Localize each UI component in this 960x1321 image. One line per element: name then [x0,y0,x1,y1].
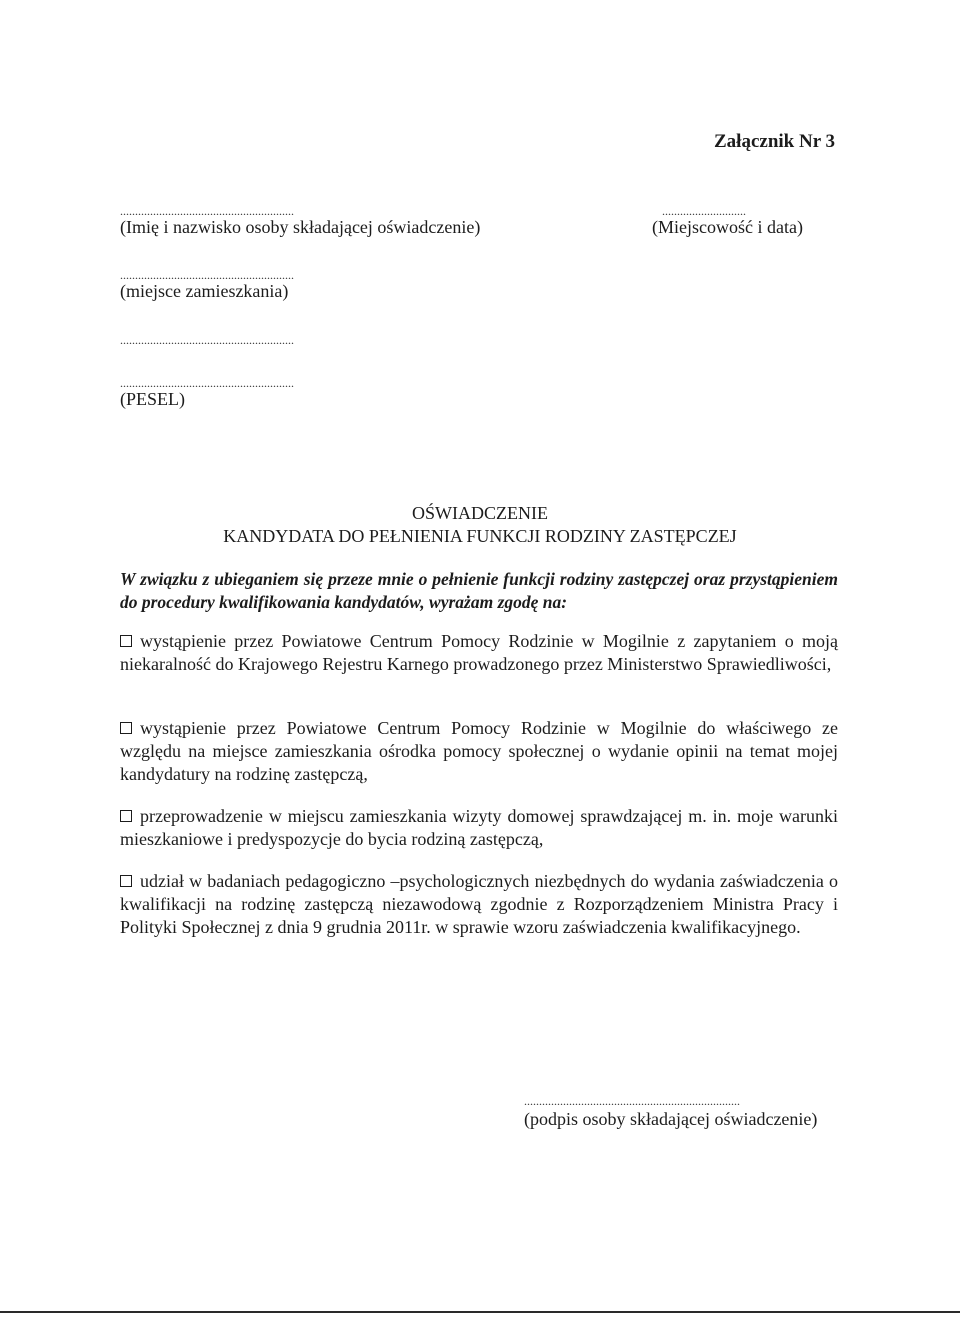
intro-paragraph: W związku z ubieganiem się przeze mnie o pełnienie funkcji rodziny zastępczej oraz przystąpieniem do procedury kwalifikowania kandydatów, wyrażam zgodę na: [120,569,838,612]
pesel-dotted-line: .......................................................... [120,376,294,390]
consent-item-3 [120,805,838,851]
residence-label: (miejsce zamieszkania) [120,281,289,301]
place-date-label: (Miejscowość i data) [652,217,803,237]
consent-item-2 [120,717,838,786]
name-field-label: (Imię i nazwisko osoby składającej oświadczenie) [120,217,481,237]
name-dotted-line: .......................................................... [120,204,294,218]
consent-item-2-text: wystąpienie przez Powiatowe Centrum Pomocy Rodzinie w Mogilnie do właściwego ze względu na miejsce zamieszkania ośrodka pomocy społecznej o wydanie opinii na temat mojej kandydatury na rodzinę zastępczą, [120,718,838,784]
attachment-label: Załącznik Nr 3 [714,131,836,152]
checkbox-icon[interactable] [120,635,132,647]
checkbox-icon[interactable] [120,722,132,734]
checkbox-icon[interactable] [120,810,132,822]
consent-item-1-text: wystąpienie przez Powiatowe Centrum Pomocy Rodzinie w Mogilnie z zapytaniem o moją niekaralność do Krajowego Rejestru Karnego prowadzonego przez Ministerstwo Sprawiedliwości, [120,631,838,674]
consent-item-4-text: udział w badaniach pedagogiczno –psychologicznych niezbędnych do wydania zaświadczenia o kwalifikacji na rodzinę zastępczą niezawodową zgodnie z Rozporządzeniem Ministra Pracy i Polityki Społecznej z dnia 9 grudnia 2011r. w sprawie wzoru zaświadczenia kwalifikacyjnego. [120,871,838,937]
pesel-label: (PESEL) [120,389,185,409]
consent-item-1 [120,630,838,676]
checkbox-icon[interactable] [120,875,132,887]
signature-label: (podpis osoby składającej oświadczenie) [524,1109,818,1129]
residence-second-dotted-line: .......................................................... [120,333,294,347]
page-bottom-edge [0,1311,960,1313]
residence-dotted-line: .......................................................... [120,268,294,282]
place-date-dotted-line: ............................ [662,204,746,218]
signature-dotted-line: ........................................................................ [524,1094,740,1108]
document-title: OŚWIADCZENIE [412,503,548,523]
consent-item-4 [120,870,838,939]
consent-item-3-text: przeprowadzenie w miejscu zamieszkania wizyty domowej sprawdzającej m. in. moje warunki mieszkaniowe i predyspozycje do bycia rodziną zastępczą, [120,806,838,849]
document-subtitle: KANDYDATA DO PEŁNIENIA FUNKCJI RODZINY ZASTĘPCZEJ [223,526,737,546]
